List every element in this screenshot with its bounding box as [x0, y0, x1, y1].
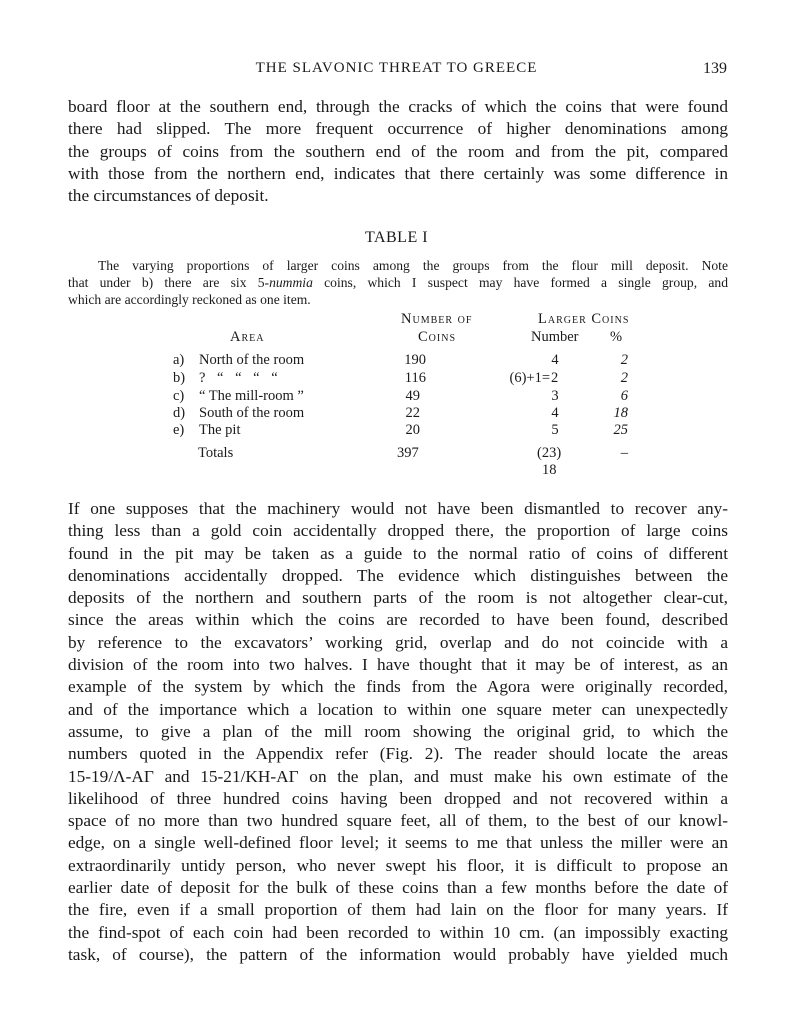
row-coins: 20	[405, 422, 420, 438]
row-larger: 4	[551, 352, 559, 368]
totals-larger-bracketed: (23)	[537, 445, 562, 461]
caption-text: that under b) there are six 5-	[68, 275, 270, 290]
header-number: Number	[531, 329, 579, 345]
text-line: the fire, even if a small proportion of them had lain on the floor for many years. If	[68, 900, 728, 920]
row-coins: 22	[405, 405, 420, 421]
row-larger: 5	[551, 422, 559, 438]
text-line: task, of course), the pattern of the information would probably have yielded much	[68, 944, 728, 964]
caption-line: which are accordingly reckoned as one item.	[68, 292, 311, 307]
text-line: earlier date of deposit for the bulk of these coins than a few months before the date of	[68, 878, 728, 898]
row-larger: 3	[551, 388, 559, 404]
row-coins: 49	[405, 388, 420, 404]
row-percent: 2	[620, 352, 628, 368]
text-line: the circumstances of deposit.	[68, 186, 269, 206]
row-area: “ The mill-room ”	[199, 388, 304, 404]
totals-larger: 18	[542, 462, 557, 478]
running-title: THE SLAVONIC THREAT TO GREECE	[255, 60, 538, 76]
text-line: since the areas within which the coins are recorded to have been found, described	[68, 610, 728, 630]
paragraph-1	[68, 96, 728, 207]
running-head	[0, 60, 793, 82]
text-line: there had slipped. The more frequent occurrence of higher denominations among	[68, 119, 728, 139]
text-line: space of no more than two hundred square feet, all of them, to the best of our knowl-	[68, 811, 728, 831]
row-percent: 2	[620, 370, 628, 386]
row-area: South of the room	[199, 405, 305, 421]
row-key: d)	[173, 405, 186, 421]
row-key: a)	[173, 352, 185, 368]
text-line: example of the system by which the finds from the Agora were originally recorded,	[68, 677, 728, 697]
header-larger-coins: Larger Coins	[538, 311, 630, 327]
text-line: denominations accidentally dropped. The evidence which distinguishes between the	[68, 565, 728, 585]
header-area: Area	[230, 329, 265, 345]
paragraph-2	[68, 498, 728, 966]
caption-line: The varying proportions of larger coins among the groups from the flour mill deposit. Note	[98, 258, 728, 273]
caption-line	[68, 274, 728, 291]
text-line: by reference to the excavators’ working grid, overlap and do not coincide with a	[68, 632, 728, 652]
row-percent: 18	[613, 405, 628, 421]
text-line: If one supposes that the machinery would not have been dismantled to recover any-	[68, 499, 728, 518]
caption-text: coins, which I suspect may have formed a single group, and	[312, 275, 728, 290]
table-caption	[68, 257, 728, 308]
text-line: deposits of the northern and southern parts of the room is not altogether clear-cut,	[68, 588, 728, 608]
text-line: 15-19/Λ-ΑΓ and 15-21/ΚΗ-ΑΓ on the plan, and must make his own estimate of the	[68, 766, 728, 786]
row-coins: 116	[404, 370, 426, 386]
text-line: with those from the northern end, indicates that there certainly was some difference in	[68, 163, 728, 183]
row-key: e)	[173, 422, 185, 438]
text-line: extraordinarily untidy person, who never swept his floor, it is difficult to propose an	[68, 855, 728, 875]
row-key: b)	[173, 370, 186, 386]
text-line: division of the room into two halves. I have thought that it may be of interest, as an	[68, 655, 728, 675]
row-larger: 2	[551, 370, 559, 386]
row-area: The pit	[199, 422, 241, 438]
row-percent: 6	[620, 388, 628, 404]
text-line: numbers quoted in the Appendix refer (Fig. 2). The reader should locate the areas	[68, 744, 728, 764]
totals-coins: 397	[397, 445, 419, 461]
text-line: the groups of coins from the southern end of the room and from the pit, compared	[68, 141, 728, 161]
text-line: the find-spot of each coin had been recorded to within 10 cm. (an impossibly exacting	[68, 922, 728, 942]
caption-italic: nummia	[269, 275, 313, 290]
text-line: edge, on a single well-defined floor level; it seems to me that unless the miller were an	[68, 833, 728, 853]
row-larger-prefix: (6)+1=	[509, 370, 550, 386]
row-area: ? “ “ “ “	[199, 370, 278, 386]
text-line: board floor at the southern end, through the cracks of which the coins that were found	[68, 97, 728, 116]
row-coins: 190	[404, 352, 426, 368]
text-line: and of the importance which a location to within one square meter can unexpectedly	[68, 699, 728, 719]
header-number-of: Number of	[401, 311, 473, 327]
table-heading: TABLE I	[364, 229, 429, 246]
totals-label: Totals	[198, 445, 234, 461]
row-key: c)	[173, 388, 185, 404]
header-coins: Coins	[418, 329, 457, 345]
text-line: thing less than a gold coin accidentally dropped there, the proportion of large coins	[68, 521, 728, 541]
row-area: North of the room	[199, 352, 305, 368]
row-percent: 25	[613, 422, 628, 438]
header-percent: %	[610, 329, 623, 345]
text-line: found in the pit may be taken as a guide to the normal ratio of coins of different	[68, 543, 728, 563]
totals-percent: –	[620, 445, 628, 461]
row-larger: 4	[551, 405, 559, 421]
text-line: assume, to give a plan of the mill room showing the original grid, to which the	[68, 721, 728, 741]
page-number: 139	[703, 60, 727, 77]
text-line: likelihood of three hundred coins having been dropped and not recovered within a	[68, 788, 728, 808]
